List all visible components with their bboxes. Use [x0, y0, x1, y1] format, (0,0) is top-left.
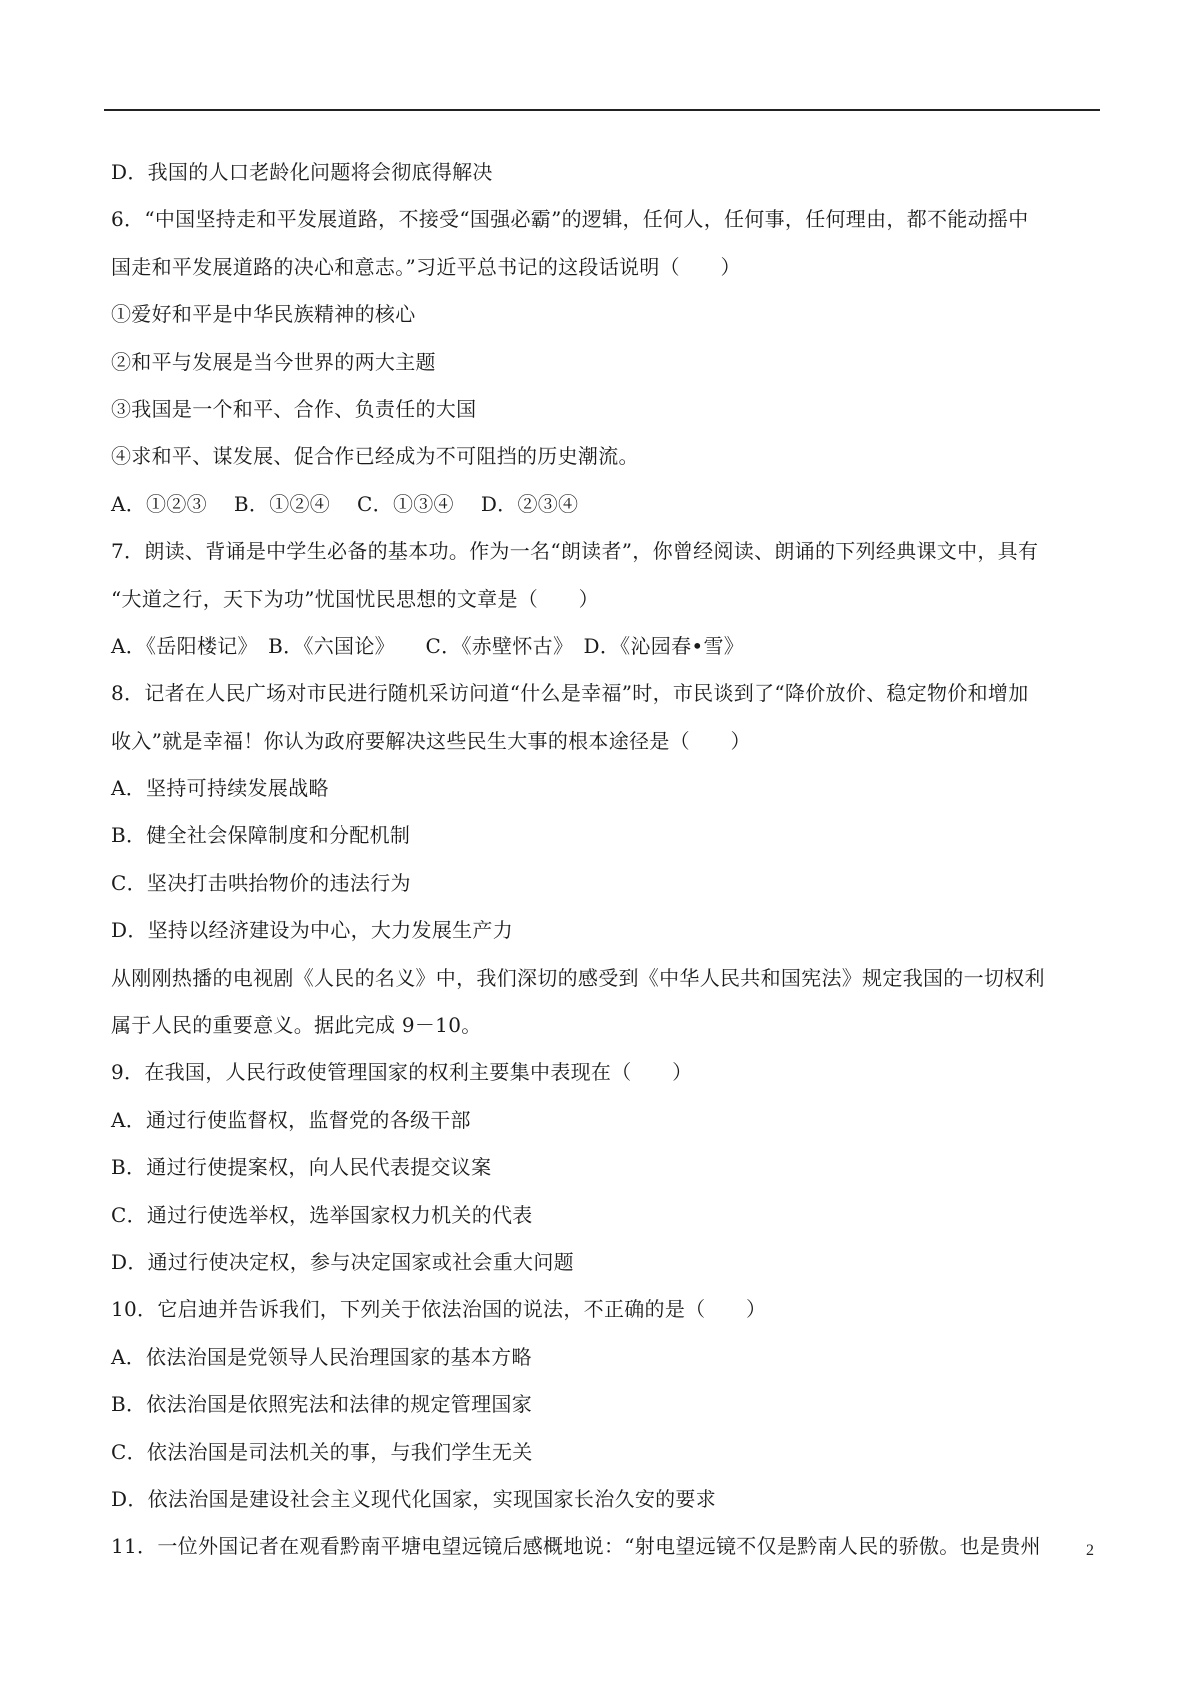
- question-9-stem: 9．在我国，人民行政使管理国家的权利主要集中表现在（ ）: [111, 1060, 693, 1085]
- passage-line-1: 从刚刚热播的电视剧《人民的名义》中，我们深切的感受到《中华人民共和国宪法》规定我国的一切权利: [111, 965, 1045, 990]
- question-6-statement-2: ②和平与发展是当今世界的两大主题: [111, 349, 436, 374]
- question-11-line-1: 11．一位外国记者在观看黔南平塘电望远镜后感概地说：“射电望远镜不仅是黔南人民的骄傲。也是贵州: [111, 1534, 1041, 1559]
- question-9-option-d: D．通过行使决定权，参与决定国家或社会重大问题: [111, 1249, 574, 1274]
- question-8-option-a: A．坚持可持续发展战略: [111, 776, 329, 801]
- question-10-stem: 10．它启迪并告诉我们，下列关于依法治国的说法，不正确的是（ ）: [111, 1297, 767, 1322]
- question-6-statement-4: ④求和平、谋发展、促合作已经成为不可阻挡的历史潮流。: [111, 444, 639, 469]
- question-10-option-c: C．依法治国是司法机关的事，与我们学生无关: [111, 1439, 533, 1464]
- question-6-statement-1: ①爱好和平是中华民族精神的核心: [111, 302, 416, 327]
- passage-line-2: 属于人民的重要意义。据此完成 9－10。: [111, 1013, 482, 1038]
- question-6-options: A．①②③ B．①②④ C．①③④ D．②③④: [111, 491, 579, 516]
- question-6-statement-3: ③我国是一个和平、合作、负责任的大国: [111, 396, 477, 421]
- header-rule: [104, 109, 1100, 111]
- question-10-option-d: D．依法治国是建设社会主义现代化国家，实现国家长治久安的要求: [111, 1486, 717, 1511]
- question-8-option-b: B．健全社会保障制度和分配机制: [111, 823, 411, 848]
- question-10-option-a: A．依法治国是党领导人民治理国家的基本方略: [111, 1344, 532, 1369]
- question-9-option-b: B．通过行使提案权，向人民代表提交议案: [111, 1155, 492, 1180]
- question-7-line-1: 7．朗读、背诵是中学生必备的基本功。作为一名“朗读者”，你曾经阅读、朗诵的下列经典课文中，具有: [111, 539, 1039, 564]
- question-9-option-a: A．通过行使监督权，监督党的各级干部: [111, 1107, 471, 1132]
- document-body: [111, 149, 1096, 1571]
- question-10-option-b: B．依法治国是依照宪法和法律的规定管理国家: [111, 1392, 532, 1417]
- question-8-option-c: C．坚决打击哄抬物价的违法行为: [111, 870, 411, 895]
- question-8-line-2: 收入”就是幸福！你认为政府要解决这些民生大事的根本途径是（ ）: [111, 728, 751, 753]
- question-6-line-2: 国走和平发展道路的决心和意志。”习近平总书记的这段话说明（ ）: [111, 254, 741, 279]
- question-6-line-1: 6．“中国坚持走和平发展道路，不接受“国强必霸”的逻辑，任何人，任何事，任何理由，都不能动摇中: [111, 207, 1029, 232]
- question-9-option-c: C．通过行使选举权，选举国家权力机关的代表: [111, 1202, 533, 1227]
- question-7-line-2: “大道之行，天下为功”忧国忧民思想的文章是（ ）: [111, 586, 599, 611]
- text-line: D．我国的人口老龄化问题将会彻底得解决: [111, 160, 493, 184]
- question-7-options: A．《岳阳楼记》 B．《六国论》 C．《赤壁怀古》 D．《沁园春•雪》: [111, 633, 745, 658]
- page-number: 2: [1086, 1542, 1094, 1559]
- question-8-option-d: D．坚持以经济建设为中心，大力发展生产力: [111, 918, 514, 943]
- question-8-line-1: 8．记者在人民广场对市民进行随机采访问道“什么是幸福”时，市民谈到了“降价放价、稳定物价和增加: [111, 681, 1029, 706]
